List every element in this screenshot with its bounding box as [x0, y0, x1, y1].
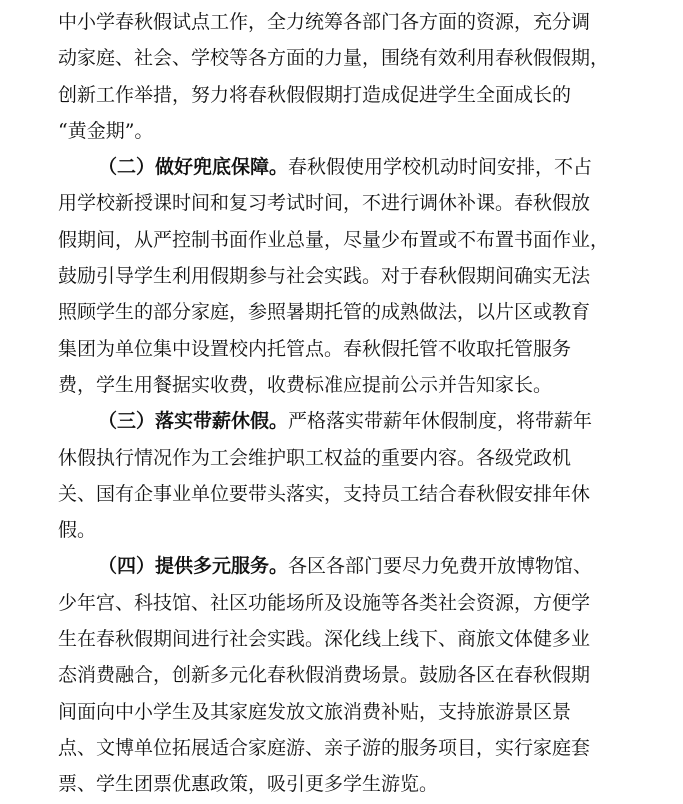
paragraph-line: 照顾学生的部分家庭，参照暑期托管的成熟做法，以片区或教育	[58, 301, 591, 324]
paragraph-2	[58, 149, 658, 403]
paragraph-line: 用学校新授课时间和复习考试时间，不进行调休补课。春秋假放	[58, 192, 591, 215]
paragraph-line: 间面向中小学生及其家庭发放文旅消费补贴，支持旅游景区景	[58, 700, 572, 723]
paragraph-1	[58, 4, 658, 149]
paragraph-line: 生在春秋假期间进行社会实践。深化线上线下、商旅文体健多业	[58, 628, 591, 651]
paragraph-3	[58, 403, 658, 548]
paragraph-line: 动家庭、社会、学校等各方面的力量，围绕有效利用春秋假假期，	[58, 47, 610, 70]
paragraph-line: 关、国有企事业单位要带头落实，支持员工结合春秋假安排年休	[58, 482, 591, 505]
paragraph-line: 点、文博单位拓展适合家庭游、亲子游的服务项目，实行家庭套	[58, 736, 591, 759]
paragraph-line: 创新工作举措，努力将春秋假假期打造成促进学生全面成长的	[58, 83, 572, 106]
paragraph-line: 票、学生团票优惠政策，吸引更多学生游览。	[58, 773, 439, 796]
paragraph-line: 费，学生用餐据实收费，收费标准应提前公示并告知家长。	[58, 373, 553, 396]
paragraph-4	[58, 548, 658, 802]
paragraph-line: 集团为单位集中设置校内托管点。春秋假托管不收取托管服务	[58, 337, 572, 360]
paragraph-line: 假。	[58, 519, 97, 542]
paragraph-line: “黄金期”。	[58, 119, 154, 142]
paragraph-line: 各区各部门要尽力免费开放博物馆、	[288, 555, 593, 578]
section-heading-3: （三）落实带薪休假。	[98, 410, 289, 433]
paragraph-line: 鼓励引导学生利用假期参与社会实践。对于春秋假期间确实无法	[58, 265, 591, 288]
paragraph-line: 中小学春秋假试点工作，全力统筹各部门各方面的资源，充分调	[58, 11, 591, 33]
paragraph-line: 态消费融合，创新多元化春秋假消费场景。鼓励各区在春秋假期	[58, 664, 591, 687]
section-heading-4: （四）提供多元服务。	[98, 555, 289, 578]
paragraph-line: 严格落实带薪年休假制度，将带薪年	[288, 410, 593, 433]
section-heading-2: （二）做好兜底保障。	[98, 156, 289, 179]
paragraph-line: 春秋假使用学校机动时间安排，不占	[288, 156, 593, 179]
paragraph-line: 少年宫、科技馆、社区功能场所及设施等各类社会资源，方便学	[58, 591, 591, 614]
paragraph-line: 休假执行情况作为工会维护职工权益的重要内容。各级党政机	[58, 446, 572, 469]
document-page	[58, 0, 658, 803]
paragraph-line: 假期间，从严控制书面作业总量，尽量少布置或不布置书面作业，	[58, 228, 610, 251]
